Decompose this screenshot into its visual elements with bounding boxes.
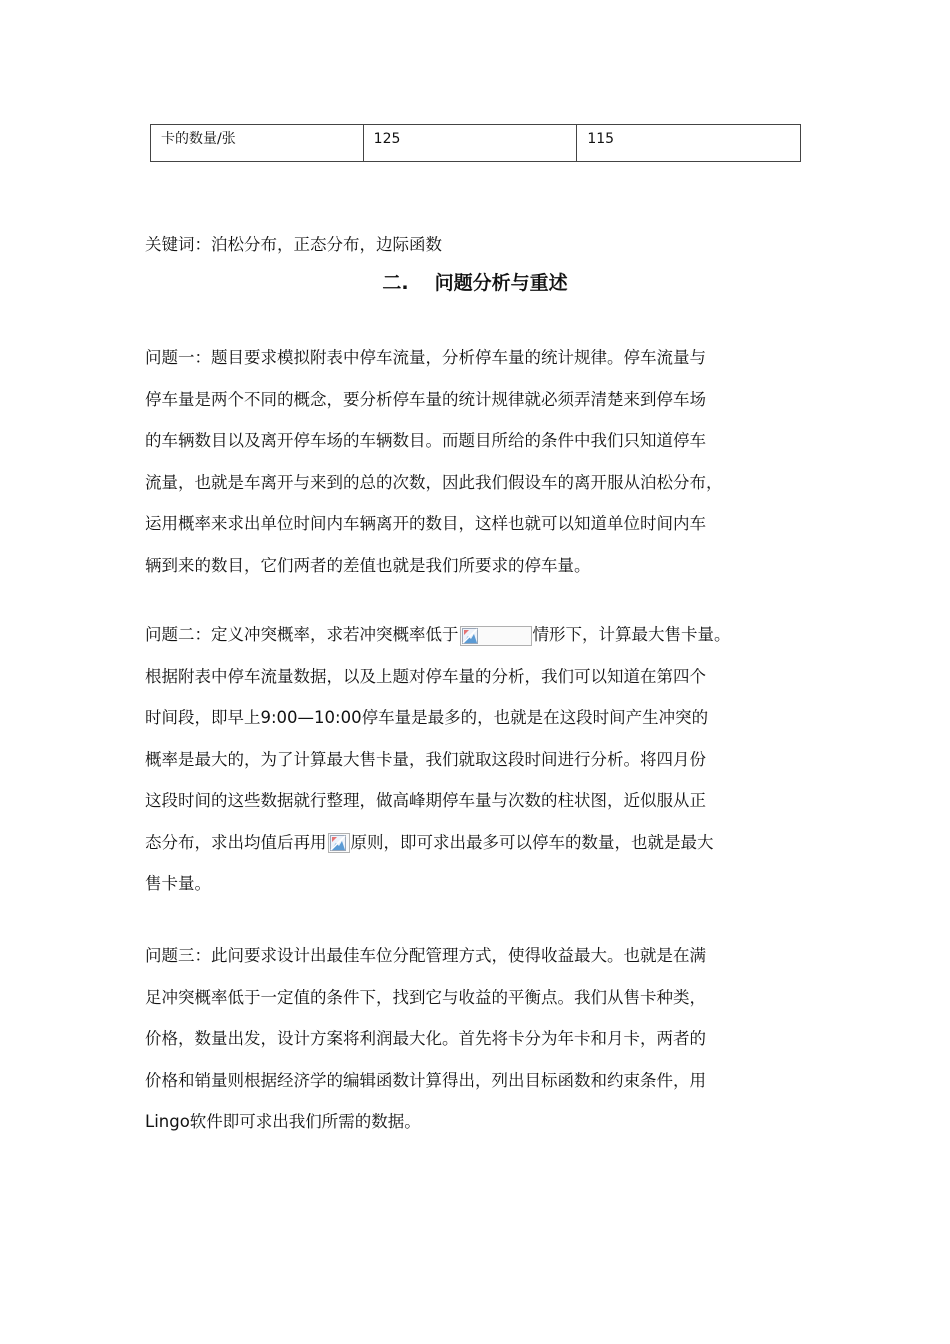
text-line: 问题三：此问要求设计出最佳车位分配管理方式，使得收益最大。也就是在满 — [145, 946, 706, 965]
text-line — [145, 822, 825, 864]
table-cell-label: 卡的数量/张 — [151, 125, 364, 162]
text-line — [145, 614, 825, 656]
section-heading — [0, 268, 950, 298]
card-count-table — [150, 124, 801, 162]
broken-image-icon — [328, 833, 350, 853]
paragraph-problem-1 — [145, 337, 825, 586]
section-number: 二. — [382, 272, 409, 294]
keywords-line: 关键词：泊松分布，正态分布，边际函数 — [145, 235, 442, 254]
table-row — [151, 125, 801, 162]
broken-image-icon — [460, 626, 532, 646]
paragraph-problem-3 — [145, 935, 825, 1143]
text-line: 流量，也就是车离开与来到的总的次数，因此我们假设车的离开服从泊松分布， — [145, 472, 723, 492]
text-line: 概率是最大的，为了计算最大售卡量，我们就取这段时间进行分析。将四月份 — [145, 749, 706, 769]
text-line: 这段时间的这些数据就行整理，做高峰期停车量与次数的柱状图，近似服从正 — [145, 791, 706, 810]
table-cell-value: 115 — [577, 125, 801, 162]
text-line: Lingo软件即可求出我们所需的数据。 — [145, 1112, 421, 1131]
text-segment: 情形下，计算最大售卡量。 — [532, 625, 731, 644]
section-title: 问题分析与重述 — [434, 272, 568, 294]
text-line: 时间段，即早上9:00—10:00停车量是最多的，也就是在这段时间产生冲突的 — [145, 708, 709, 727]
paragraph-problem-2 — [145, 614, 825, 905]
text-line: 的车辆数目以及离开停车场的车辆数目。而题目所给的条件中我们只知道停车 — [145, 431, 706, 450]
text-line: 价格和销量则根据经济学的编辑函数计算得出，列出目标函数和约束条件，用 — [145, 1070, 706, 1090]
text-line: 足冲突概率低于一定值的条件下，找到它与收益的平衡点。我们从售卡种类， — [145, 987, 706, 1007]
text-line: 运用概率来求出单位时间内车辆离开的数目，这样也就可以知道单位时间内车 — [145, 514, 706, 533]
text-line: 辆到来的数目，它们两者的差值也就是我们所要求的停车量。 — [145, 555, 591, 575]
text-segment: 问题二：定义冲突概率，求若冲突概率低于 — [145, 625, 459, 644]
text-line: 价格，数量出发，设计方案将利润最大化。首先将卡分为年卡和月卡，两者的 — [145, 1029, 706, 1048]
text-line: 问题一：题目要求模拟附表中停车流量，分析停车量的统计规律。停车流量与 — [145, 348, 706, 367]
table-cell-value: 125 — [363, 125, 577, 162]
text-segment: 原则，即可求出最多可以停车的数量，也就是最大 — [350, 832, 714, 852]
text-line: 停车量是两个不同的概念，要分析停车量的统计规律就必须弄清楚来到停车场 — [145, 389, 706, 409]
text-line: 售卡量。 — [145, 874, 211, 893]
text-segment: 态分布，求出均值后再用 — [145, 832, 327, 852]
text-line: 根据附表中停车流量数据，以及上题对停车量的分析，我们可以知道在第四个 — [145, 666, 706, 686]
